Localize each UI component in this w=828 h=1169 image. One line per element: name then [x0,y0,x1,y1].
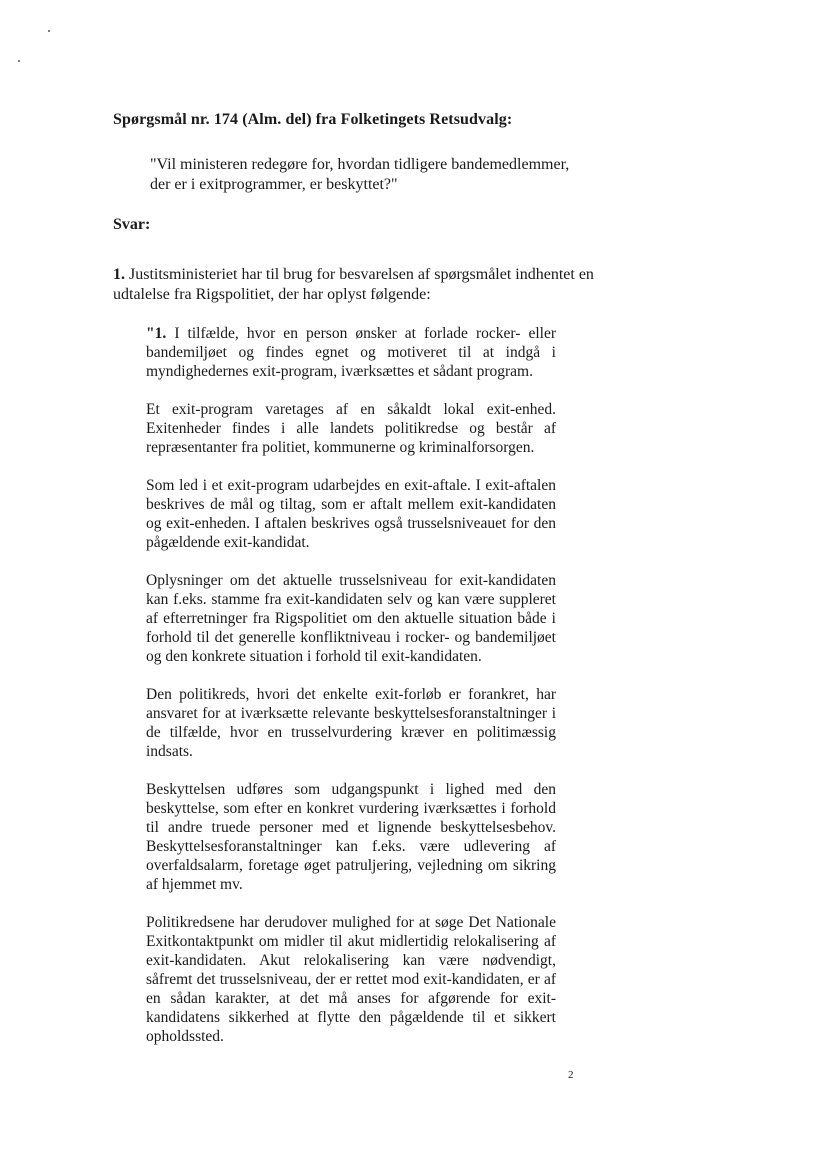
statement-paragraph: Et exit-program varetages af en såkaldt lokal exit-enhed. Exitenheder findes i alle landets politikredse og består af repræsentanter fra politiet, kommunerne og kriminalforsorgen. [146,401,556,456]
question-text: "Vil ministeren redegøre for, hvordan tidligere bandemedlemmer, der er i exitprogrammer, er beskyttet?" [150,156,570,193]
answer-intro [113,265,603,305]
statement-paragraph [146,324,556,381]
statement-paragraph: Politikredsene har derudover mulighed for at søge Det Nationale Exitkontaktpunkt om midler til akut midlertidig relokalisering af exit-kandidaten. Akut relokalisering kan være nødvendigt, såfremt det trusselsniveau, der er rettet mod exit-kandidaten, er af en sådan karakter, at det må anses for afgørende for exit-kandidatens sikkerhed at flytte den pågældende til et sikkert opholdssted. [146,914,556,1045]
statement-paragraph: Beskyttelsen udføres som udgangspunkt i lighed med den beskyttelse, som efter en konkret vurdering iværksættes i forhold til andre truede personer med et lignende beskyttelsesbehov. Beskyttelsesforanstaltninger kan f.eks. være udlevering af overfaldsalarm, foretage øget patruljering, vejledning om sikring af hjemmet mv. [146,781,556,893]
statement-paragraph: Oplysninger om det aktuelle trusselsniveau for exit-kandidaten kan f.eks. stamme fra exit-kandidaten selv og kan være suppleret af efterretninger fra Rigspolitiet om den aktuelle situation både i forhold til det generelle konfliktniveau i rocker- og bandemiljøet og den konkrete situation i forhold til exit-kandidaten. [146,572,556,665]
rigspolitiet-statement [146,324,556,1065]
scan-speck [48,30,50,32]
answer-intro-number: 1. [113,266,125,283]
statement-paragraph-text: I tilfælde, hvor en person ønsker at forlade rocker- eller bandemiljøet og findes egnet og motiveret til at indgå i myndighedernes exit-program, iværksættes et sådant program. [146,325,557,380]
scan-speck [18,60,20,62]
statement-paragraph: Den politikreds, hvori det enkelte exit-forløb er forankret, har ansvaret for at iværksætte relevante beskyttelsesforanstaltninger i de tilfælde, hvor en trusselvurdering kræver en politimæssig indsats. [146,686,556,760]
answer-label: Svar: [113,216,151,233]
answer-intro-text: Justitsministeriet har til brug for besvarelsen af spørgsmålet indhentet en udtalelse fra Rigspolitiet, der har oplyst følgende: [113,266,594,303]
statement-paragraph: Som led i et exit-program udarbejdes en exit-aftale. I exit-aftalen beskrives de mål og tiltag, som er aftalt mellem exit-kandidaten og exit-enheden. I aftalen beskrives også trusselsniveauet for den pågældende exit-kandidat. [146,477,556,551]
page-number: 2 [568,1069,574,1081]
statement-paragraph-number: "1. [146,325,167,342]
question-heading: Spørgsmål nr. 174 (Alm. del) fra Folketingets Retsudvalg: [113,111,513,128]
